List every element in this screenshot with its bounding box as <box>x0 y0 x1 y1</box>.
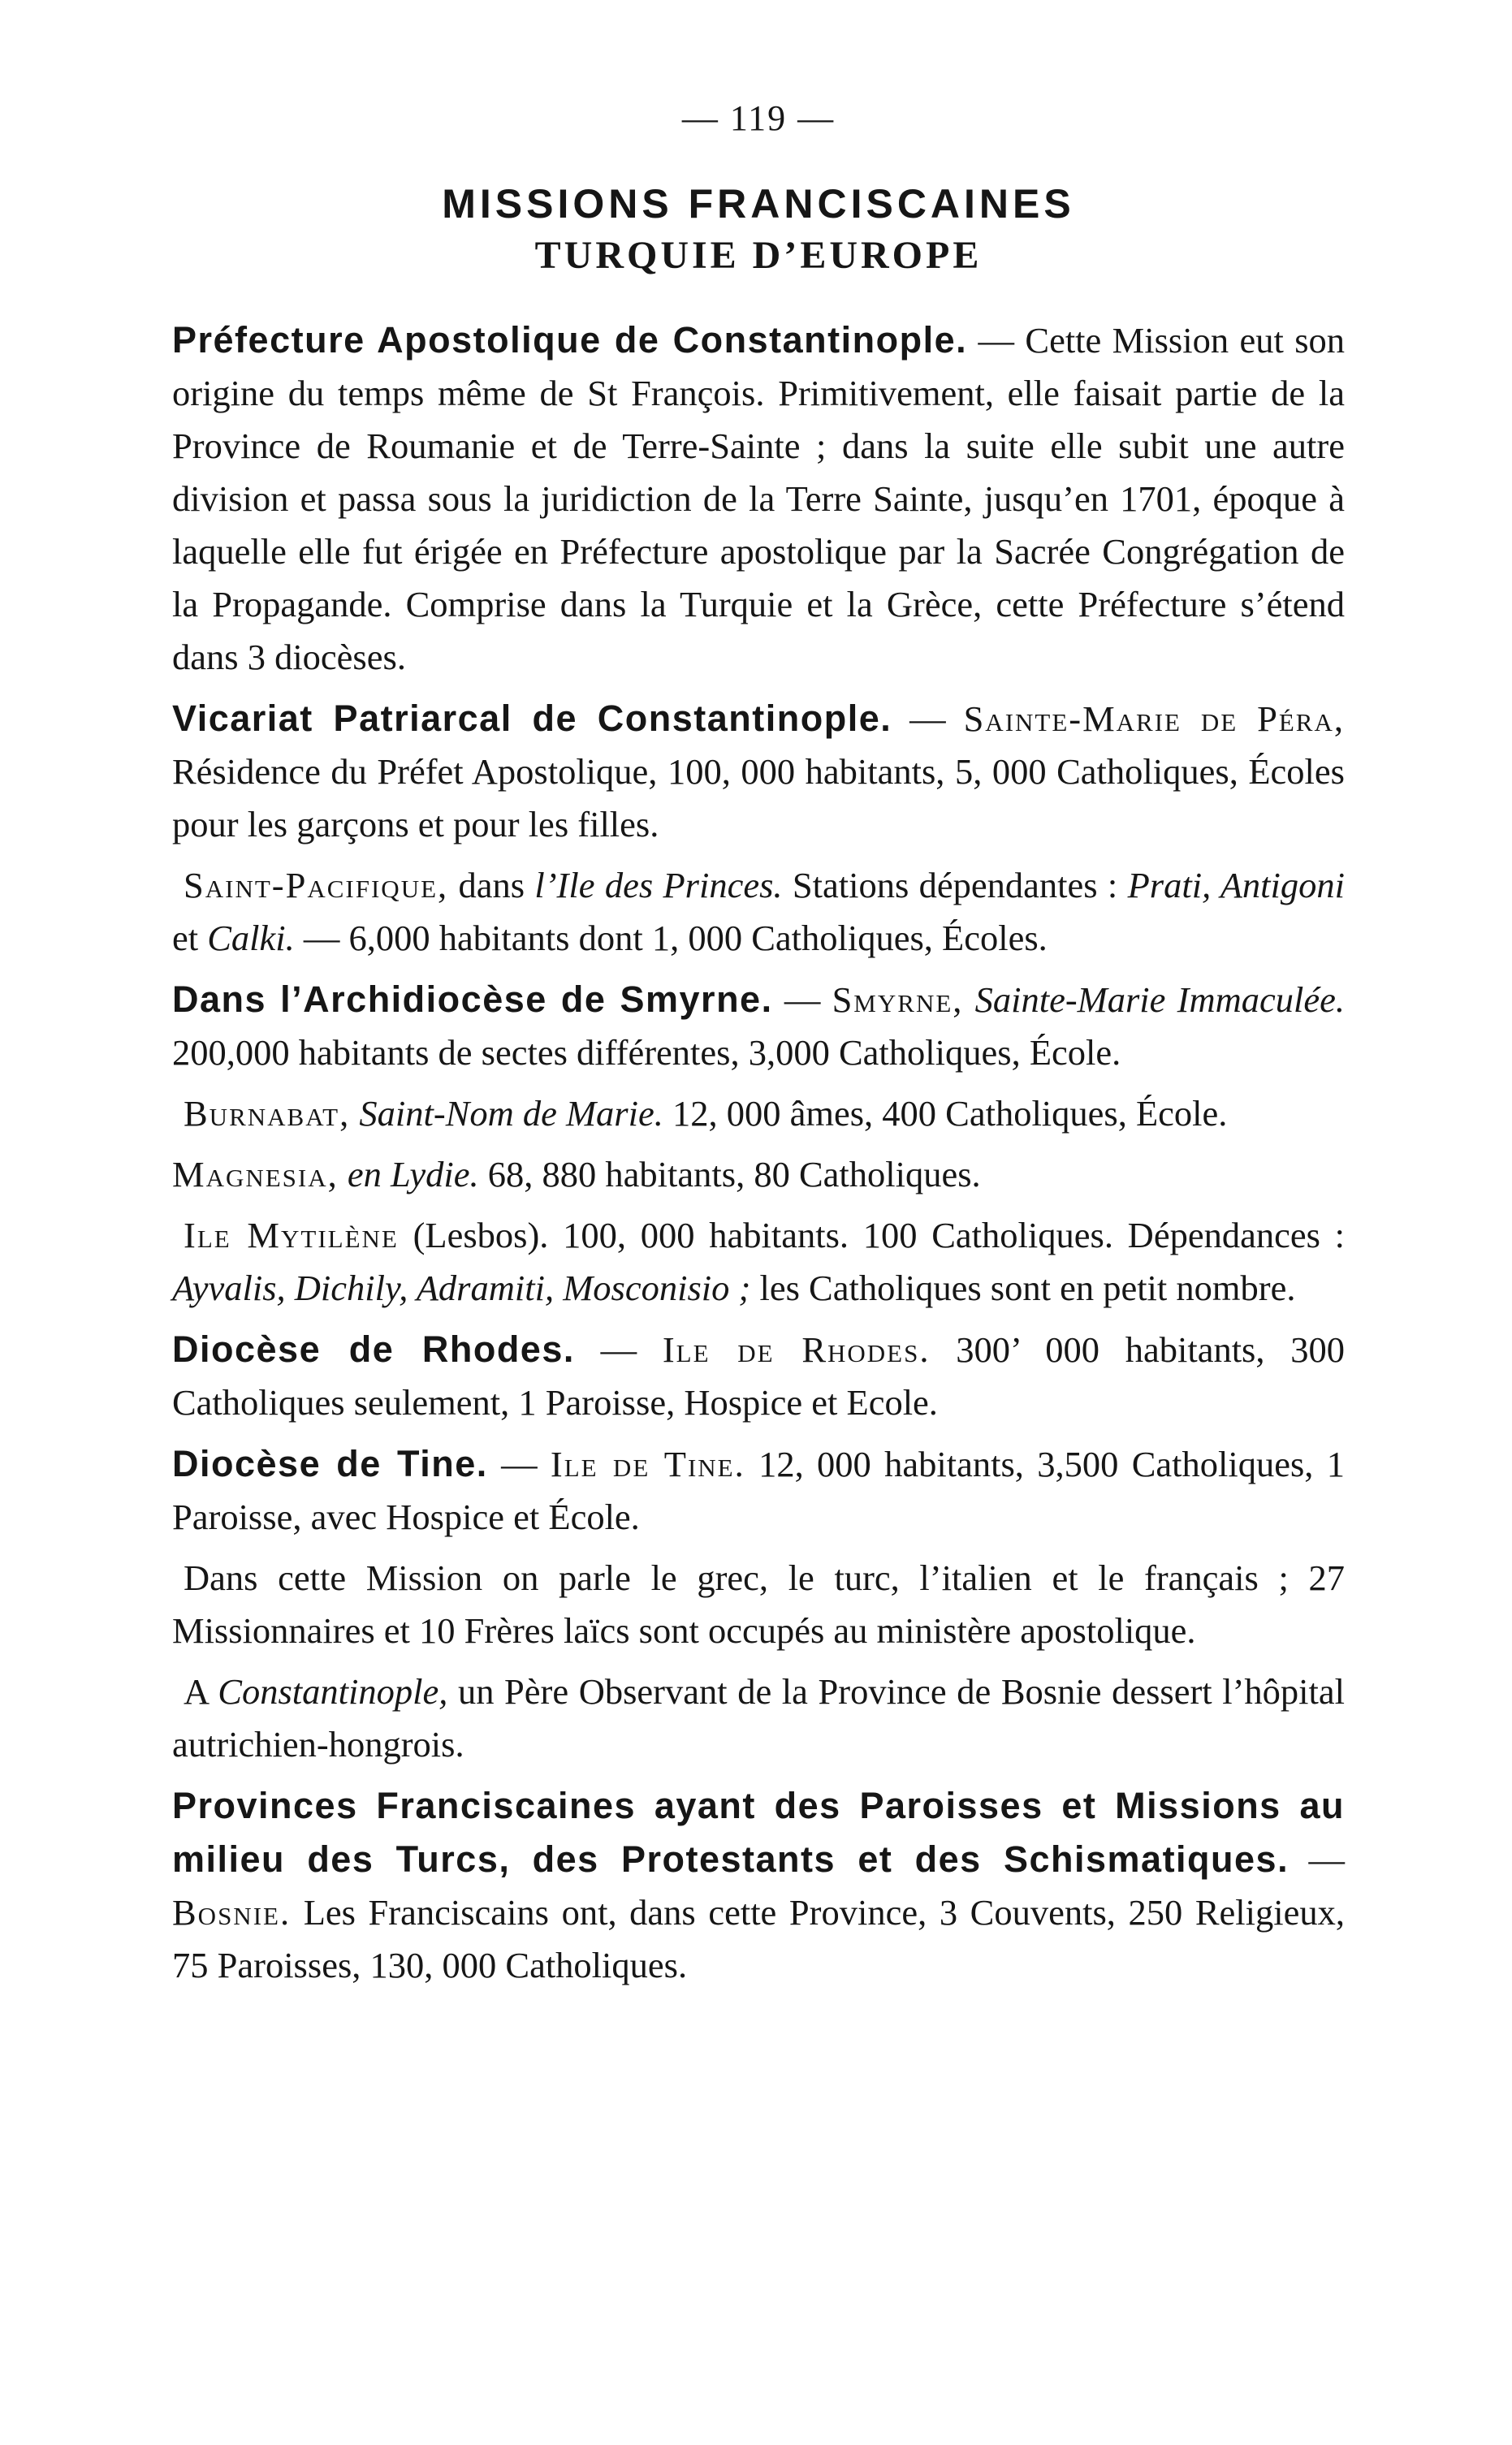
text: et <box>172 918 208 959</box>
section-heading: Provinces Franciscaines ayant des Paroisses et Missions au milieu des Turcs, des Protestants et des Schismatiques. <box>172 1785 1345 1881</box>
dash: — <box>574 1329 663 1371</box>
paragraph-mytilene <box>172 1209 1345 1315</box>
document-page <box>172 97 1345 2000</box>
paragraph-text: 12, 000 habitants, 3,500 Catholiques, 1 Paroisse, avec Hospice et École. <box>172 1444 1346 1538</box>
section-heading: Dans l’Archidiocèse de Smyrne. <box>172 978 773 1021</box>
paragraph-rhodes <box>172 1323 1345 1429</box>
paragraph-burnabat <box>172 1087 1345 1140</box>
paragraph-text: 68, 880 habitants, 80 Catholiques. <box>478 1154 981 1195</box>
place-name: Saint-Pacifique, <box>184 865 449 906</box>
paragraph-hospital <box>172 1665 1345 1771</box>
page-number: — 119 — <box>681 98 836 138</box>
dash: — <box>892 698 964 740</box>
dash: — <box>772 979 832 1021</box>
section-heading: Diocèse de Rhodes. <box>172 1328 575 1371</box>
italic-text: Constantinople, <box>218 1671 448 1713</box>
text: un Père Observant de la Province de Bosnie dessert l’hôpital autrichien-hongrois. <box>172 1671 1346 1765</box>
text: (Lesbos). 100, 000 habitants. 100 Catholiques. Dépendances : <box>398 1215 1345 1256</box>
text: A <box>184 1671 218 1713</box>
place-name: Bosnie. <box>172 1892 292 1933</box>
paragraph-text: Résidence du Préfet Apostolique, 100, 000 habitants, 5, 000 Catholiques, Écoles pour les garçons et pour les filles. <box>172 751 1345 845</box>
paragraph-magnesia <box>172 1148 1345 1201</box>
paragraph-prefecture <box>172 313 1345 684</box>
section-heading: Diocèse de Tine. <box>172 1443 488 1485</box>
text: Stations dépendantes : <box>782 865 1128 906</box>
italic-text: Saint-Nom de Marie. <box>350 1093 663 1134</box>
place-name: Smyrne, <box>832 979 964 1021</box>
section-heading: Préfecture Apostolique de Constantinople. <box>172 319 968 361</box>
text: les Catholiques sont en petit nombre. <box>750 1268 1296 1309</box>
paragraph-text: Cette Mission eut son origine du temps même de St François. Primitivement, elle faisait partie de la Province de Roumanie et de Terre-Sainte ; dans la suite elle subit une autre division et passa sous la juridiction de la Terre Sainte, jusqu’en 1701, époque à laquelle elle fut érigée en Préfecture apostolique par la Sacrée Congrégation de la Propagande. Comprise dans la Turquie et la Grèce, cette Préfecture s’étend dans 3 diocèses. <box>172 320 1346 678</box>
place-name: Sainte-Marie de Péra, <box>963 698 1345 740</box>
place-name: Burnabat, <box>184 1093 351 1134</box>
place-name: Ile de Tine. <box>550 1444 745 1485</box>
paragraph-languages <box>172 1552 1345 1657</box>
italic-text: l’Ile des Princes. <box>534 865 783 906</box>
paragraph-smyrne <box>172 973 1345 1079</box>
page-subtitle: TURQUIE D’EUROPE <box>534 234 983 277</box>
paragraph-text: 200,000 habitants de sectes différentes, 3,000 Catholiques, École. <box>172 1032 1121 1073</box>
italic-text: Prati, Antigoni <box>1127 865 1345 906</box>
paragraph-text: Dans cette Mission on parle le grec, le turc, l’italien et le français ; 27 Missionnaires et 10 Frères laïcs sont occupés au ministère apostolique. <box>172 1557 1345 1652</box>
place-name: Ile de Rhodes. <box>662 1329 931 1371</box>
section-heading: Vicariat Patriarcal de Constantinople. <box>172 698 892 740</box>
paragraph-provinces <box>172 1779 1345 1992</box>
place-name: Magnesia, <box>172 1154 339 1195</box>
italic-text: Sainte-Marie Immaculée. <box>963 979 1345 1021</box>
dash: — <box>487 1444 551 1485</box>
dash: — <box>1289 1839 1346 1881</box>
paragraph-text: 12, 000 âmes, 400 Catholiques, École. <box>663 1093 1228 1134</box>
italic-text: en Lydie. <box>338 1154 479 1195</box>
paragraph-vicariat <box>172 692 1345 851</box>
italic-text: Calki. <box>207 918 295 959</box>
text: — 6,000 habitants dont 1, 000 Catholiques, Écoles. <box>294 918 1048 959</box>
paragraph-saint-pacifique <box>172 859 1345 965</box>
page-title: MISSIONS FRANCISCAINES <box>442 181 1075 227</box>
dash: — <box>967 320 1026 361</box>
paragraph-tine <box>172 1437 1345 1544</box>
place-name: Ile Mytilène <box>184 1215 399 1256</box>
paragraph-text: 300’ 000 habitants, 300 Catholiques seulement, 1 Paroisse, Hospice et Ecole. <box>172 1329 1345 1423</box>
paragraph-text: Les Franciscains ont, dans cette Province, 3 Couvents, 250 Religieux, 75 Paroisses, 130, 000 Catholiques. <box>172 1892 1345 1986</box>
italic-text: Ayvalis, Dichily, Adramiti, Mosconisio ; <box>172 1268 751 1309</box>
text: dans <box>448 865 535 906</box>
